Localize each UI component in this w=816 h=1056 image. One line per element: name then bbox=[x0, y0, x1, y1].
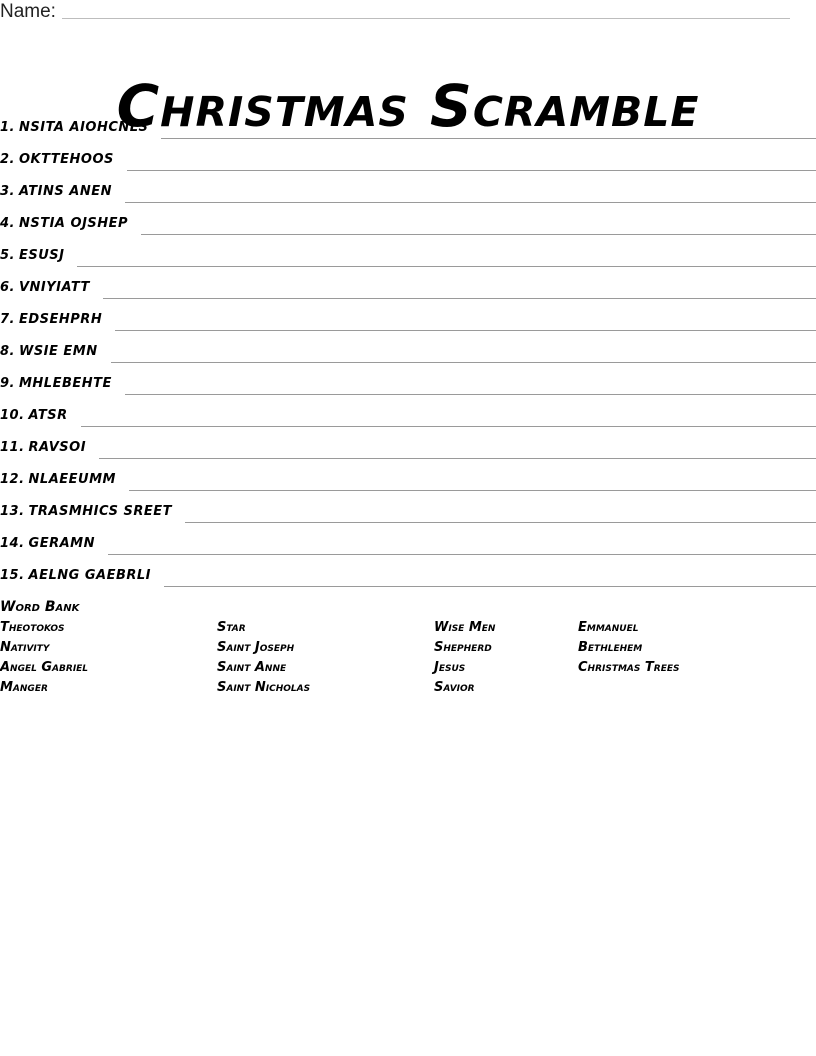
word-bank bbox=[0, 598, 816, 698]
puzzle-prompt bbox=[0, 184, 112, 204]
scrambled-word: NLAEEUMM bbox=[28, 472, 116, 487]
puzzle-item bbox=[0, 204, 816, 236]
puzzle-number: 12. bbox=[0, 472, 25, 487]
puzzle-prompt bbox=[0, 312, 102, 332]
puzzle-item bbox=[0, 300, 816, 332]
word-bank-entry: Nativity bbox=[0, 640, 50, 655]
puzzle-item bbox=[0, 460, 816, 492]
puzzle-number: 4. bbox=[0, 216, 15, 231]
scrambled-word: WSIE EMN bbox=[18, 344, 98, 359]
puzzle-number: 7. bbox=[0, 312, 15, 327]
answer-line[interactable] bbox=[115, 316, 816, 331]
scrambled-word: NSITA AIOHCNLS bbox=[18, 120, 149, 135]
scrambled-word: TRASMHICS SREET bbox=[28, 504, 172, 519]
scrambled-word: MHLEBEHTE bbox=[18, 376, 112, 391]
word-bank-entry: Saint Joseph bbox=[217, 640, 295, 655]
word-bank-entry: Christmas Trees bbox=[578, 660, 680, 675]
puzzle-number: 6. bbox=[0, 280, 15, 295]
puzzle-item bbox=[0, 396, 816, 428]
word-bank-entry: Emmanuel bbox=[578, 620, 639, 635]
word-bank-entry: Angel Gabriel bbox=[0, 660, 89, 675]
puzzle-prompt bbox=[0, 216, 128, 236]
answer-line[interactable] bbox=[108, 540, 816, 555]
puzzle-prompt bbox=[0, 344, 98, 364]
puzzle-number: 1. bbox=[0, 120, 15, 135]
scrambled-word: VNIYIATT bbox=[18, 280, 90, 295]
answer-line[interactable] bbox=[125, 380, 816, 395]
scramble-list bbox=[0, 108, 816, 588]
word-bank-entry: Saint Anne bbox=[217, 660, 287, 675]
scrambled-word: ESUSJ bbox=[18, 248, 65, 263]
puzzle-number: 11. bbox=[0, 440, 25, 455]
puzzle-prompt bbox=[0, 408, 68, 428]
word-bank-entry: Shepherd bbox=[434, 640, 492, 655]
answer-line[interactable] bbox=[103, 284, 816, 299]
name-field-row bbox=[0, 0, 790, 22]
scrambled-word: ATINS ANEN bbox=[18, 184, 112, 199]
word-bank-entry: Star bbox=[217, 620, 246, 635]
name-input-line[interactable] bbox=[62, 2, 790, 19]
puzzle-prompt bbox=[0, 280, 90, 300]
word-bank-entry: Jesus bbox=[434, 660, 466, 675]
answer-line[interactable] bbox=[81, 412, 816, 427]
puzzle-number: 2. bbox=[0, 152, 15, 167]
word-bank-entry: Theotokos bbox=[0, 620, 65, 635]
puzzle-item bbox=[0, 492, 816, 524]
answer-line[interactable] bbox=[111, 348, 816, 363]
puzzle-item bbox=[0, 524, 816, 556]
page-title: Christmas Scramble bbox=[116, 71, 700, 140]
word-bank-entry: Savior bbox=[434, 680, 475, 695]
answer-line[interactable] bbox=[141, 220, 816, 235]
puzzle-item bbox=[0, 140, 816, 172]
puzzle-item bbox=[0, 332, 816, 364]
word-bank-entry: Wise Men bbox=[434, 620, 496, 635]
answer-line[interactable] bbox=[185, 508, 816, 523]
puzzle-number: 9. bbox=[0, 376, 15, 391]
puzzle-number: 8. bbox=[0, 344, 15, 359]
word-bank-entry bbox=[578, 678, 816, 698]
scrambled-word: OKTTEHOOS bbox=[18, 152, 114, 167]
puzzle-prompt bbox=[0, 536, 95, 556]
scrambled-word: AELNG GAEBRLI bbox=[28, 568, 151, 583]
answer-line[interactable] bbox=[161, 124, 816, 139]
puzzle-item bbox=[0, 556, 816, 588]
word-bank-entry: Saint Nicholas bbox=[217, 680, 311, 695]
puzzle-prompt bbox=[0, 248, 64, 268]
puzzle-prompt bbox=[0, 472, 116, 492]
puzzle-item bbox=[0, 172, 816, 204]
name-label: Name: bbox=[0, 1, 56, 22]
word-bank-grid bbox=[0, 618, 816, 698]
answer-line[interactable] bbox=[129, 476, 816, 491]
puzzle-number: 5. bbox=[0, 248, 15, 263]
puzzle-item bbox=[0, 236, 816, 268]
scrambled-word: EDSEHPRH bbox=[18, 312, 103, 327]
answer-line[interactable] bbox=[77, 252, 816, 267]
word-bank-title: Word Bank bbox=[0, 599, 80, 615]
word-bank-entry: Bethlehem bbox=[578, 640, 643, 655]
scrambled-word: NSTIA OJSHEP bbox=[18, 216, 129, 231]
puzzle-prompt bbox=[0, 440, 86, 460]
answer-line[interactable] bbox=[127, 156, 816, 171]
scrambled-word: GERAMN bbox=[28, 536, 95, 551]
scrambled-word: RAVSOI bbox=[28, 440, 87, 455]
puzzle-item bbox=[0, 364, 816, 396]
puzzle-prompt bbox=[0, 568, 151, 588]
puzzle-item bbox=[0, 108, 816, 140]
answer-line[interactable] bbox=[99, 444, 816, 459]
puzzle-number: 10. bbox=[0, 408, 25, 423]
puzzle-item bbox=[0, 428, 816, 460]
puzzle-prompt bbox=[0, 120, 148, 140]
puzzle-number: 15. bbox=[0, 568, 25, 583]
scrambled-word: ATSR bbox=[28, 408, 68, 423]
answer-line[interactable] bbox=[164, 572, 816, 587]
puzzle-prompt bbox=[0, 504, 172, 524]
puzzle-prompt bbox=[0, 152, 114, 172]
puzzle-item bbox=[0, 268, 816, 300]
puzzle-prompt bbox=[0, 376, 112, 396]
puzzle-number: 13. bbox=[0, 504, 25, 519]
answer-line[interactable] bbox=[125, 188, 816, 203]
puzzle-number: 3. bbox=[0, 184, 15, 199]
word-bank-entry: Manger bbox=[0, 680, 48, 695]
puzzle-number: 14. bbox=[0, 536, 25, 551]
